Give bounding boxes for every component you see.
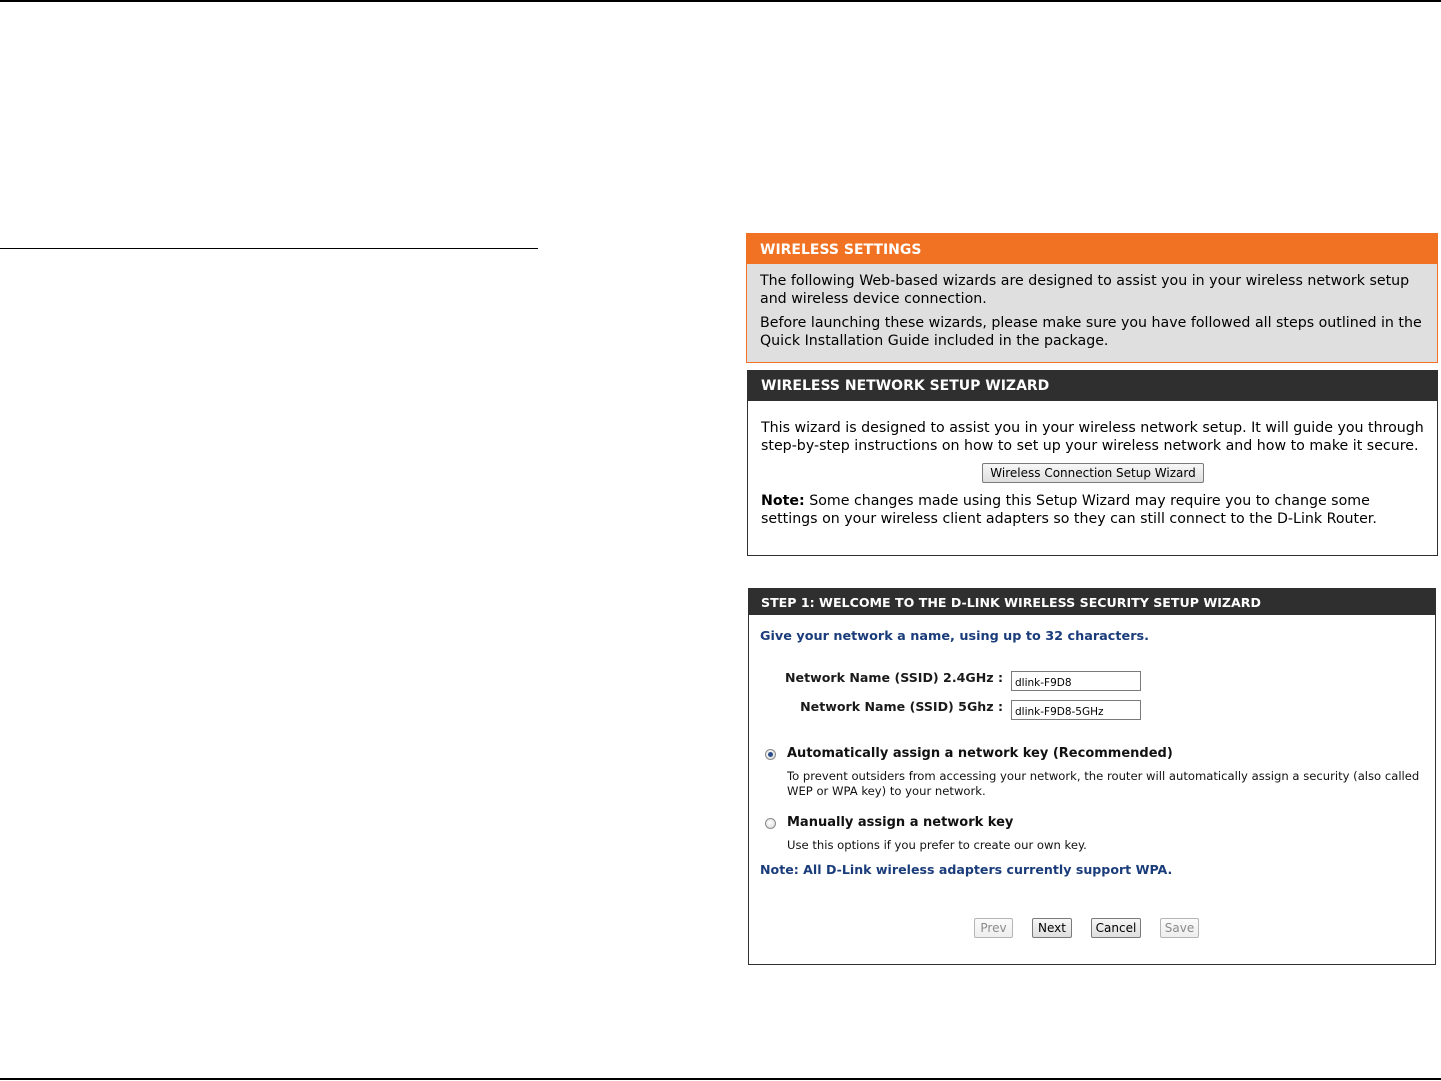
- manual-key-title: Manually assign a network key: [787, 815, 1014, 830]
- wireless-settings-title: WIRELESS SETTINGS: [747, 234, 1437, 264]
- wpa-support-note: Note: All D-Link wireless adapters currently support WPA.: [760, 862, 1173, 877]
- manual-key-radio[interactable]: [765, 818, 776, 829]
- ssid-5-input[interactable]: [1011, 700, 1141, 720]
- wireless-settings-panel: [746, 233, 1438, 363]
- step1-intro: Give your network a name, using up to 32 characters.: [760, 629, 1149, 644]
- manual-key-description: Use this options if you prefer to create our own key.: [787, 838, 1087, 852]
- save-button[interactable]: Save: [1160, 918, 1199, 938]
- step1-title: STEP 1: WELCOME TO THE D-LINK WIRELESS SECURITY SETUP WIZARD: [749, 589, 1435, 615]
- auto-key-title: Automatically assign a network key (Recommended): [787, 746, 1173, 761]
- note-label: Note:: [761, 493, 805, 509]
- auto-key-description: To prevent outsiders from accessing your network, the router will automatically assign a security (also called WEP or WPA key) to your network.: [787, 769, 1420, 798]
- prev-button[interactable]: Prev: [974, 918, 1013, 938]
- ssid-24-label: Network Name (SSID) 2.4GHz :: [785, 670, 1003, 685]
- bottom-rule: [0, 1078, 1441, 1080]
- next-button[interactable]: Next: [1032, 918, 1072, 938]
- wireless-settings-intro: The following Web-based wizards are designed to assist you in your wireless network setup and wireless device connection.: [760, 273, 1410, 307]
- note-text: Some changes made using this Setup Wizard may require you to change some settings on your wireless client adapters so they can still connect to the D-Link Router.: [761, 493, 1377, 527]
- network-setup-wizard-title: WIRELESS NETWORK SETUP WIZARD: [748, 371, 1437, 401]
- ssid-5-label: Network Name (SSID) 5Ghz :: [800, 699, 1003, 714]
- cancel-button[interactable]: Cancel: [1091, 918, 1141, 938]
- wireless-settings-instructions: Before launching these wizards, please make sure you have followed all steps outlined in the Quick Installation Guide included in the package.: [760, 315, 1422, 349]
- network-wizard-note: [761, 493, 1425, 528]
- top-rule: [0, 0, 1441, 2]
- auto-key-radio[interactable]: [765, 749, 776, 760]
- network-setup-wizard-panel: [747, 370, 1438, 556]
- security-wizard-step1-panel: [748, 588, 1436, 965]
- wireless-connection-setup-wizard-button[interactable]: Wireless Connection Setup Wizard: [982, 463, 1203, 483]
- network-wizard-description: This wizard is designed to assist you in your wireless network setup. It will guide you through step-by-step instructions on how to set up your wireless network and how to make it secure.: [761, 420, 1424, 454]
- section-rule: [0, 248, 538, 249]
- ssid-24-input[interactable]: [1011, 671, 1141, 691]
